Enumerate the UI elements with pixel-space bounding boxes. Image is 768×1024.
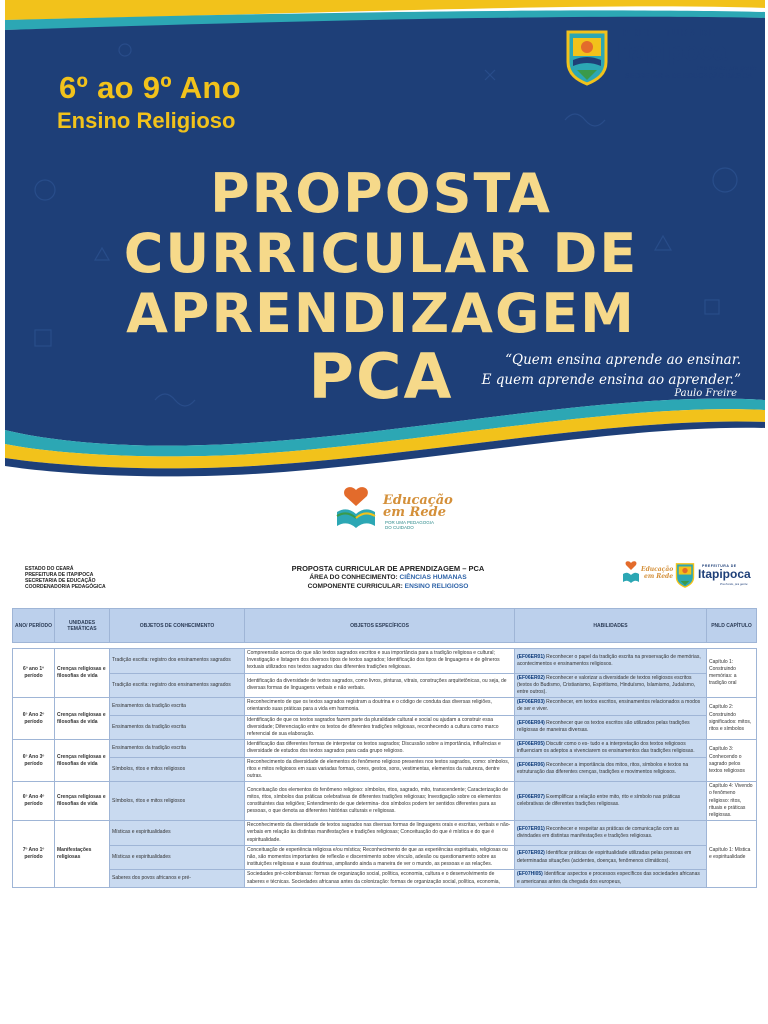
doc-prefeitura-label: PREFEITURA DE xyxy=(702,564,737,568)
quote-line-2: E quem aprende ensina ao aprender.” xyxy=(481,372,741,388)
chapter-cell: Capítulo 1: Construindo memórias: a tradição oral xyxy=(707,649,757,698)
habilidade-code: (EF06ER06) xyxy=(517,762,545,769)
habilidade-text: Reconhecer o papel da tradição escrita na preservação de memórias, acontecimentos e ensinamentos religiosos. xyxy=(517,653,701,667)
cover-grade: 6º ao 9º Ano xyxy=(59,70,241,105)
cover-title-line-3: APRENDIZAGEM xyxy=(126,282,636,345)
chapter-cell: Capítulo 1: Mística e espiritualidade xyxy=(707,821,757,888)
table-row xyxy=(13,673,757,698)
objeto-cell: Símbolos, ritos e mitos religiosos xyxy=(110,757,245,782)
year-cell: 6º Ano 3º período xyxy=(13,740,55,782)
habilidade-code: (EF07ER02) xyxy=(517,850,545,857)
objeto-cell: Místicas e espiritualidades xyxy=(110,821,245,846)
unit-cell: Crenças religiosas e filosofias de vida xyxy=(55,698,110,740)
habilidade-code: (EF06ER02) xyxy=(517,674,545,681)
habilidade-code: (EF06ER03) xyxy=(517,699,545,706)
habilidade-cell xyxy=(515,870,707,887)
objeto-cell: Ensinamentos da tradição escrita xyxy=(110,715,245,740)
city-name: Itapipoca xyxy=(617,36,727,66)
habilidade-code: (EF06ER07) xyxy=(517,794,545,801)
doc-area xyxy=(258,573,518,582)
edu-title xyxy=(383,495,453,519)
table-row xyxy=(13,845,757,870)
col-header-pnld: PNLD CAPÍTULO xyxy=(707,609,757,643)
habilidade-code: (EF06ER01) xyxy=(517,653,545,660)
objeto-cell: Ensinamentos da tradição escrita xyxy=(110,740,245,757)
table-row xyxy=(13,698,757,715)
chapter-cell: Capítulo 4: Vivendo o fenômeno religioso: ritos, rituais e práticas religiosas. xyxy=(707,782,757,821)
col-header-unit: UNIDADES TEMÁTICAS xyxy=(55,609,110,643)
habilidade-text: Identificar práticas de espiritualidade utilizadas pelas pessoas em determinadas situações (acidentes, doenças, fenômenos climáticos). xyxy=(517,850,692,864)
habilidade-cell xyxy=(515,715,707,740)
habilidade-cell xyxy=(515,757,707,782)
cover-title-line-2: CURRICULAR DE xyxy=(123,222,639,285)
doc-header-center xyxy=(258,564,518,591)
secretaria-label: SECRETARIA DE EDUCAÇÃO BÁSICA xyxy=(625,73,753,80)
col-header-especificos: OBJETOS ESPECÍFICOS xyxy=(245,609,515,643)
unit-cell: Crenças religiosas e filosofias de vida xyxy=(55,649,110,698)
habilidade-code: (EF07ER01) xyxy=(517,825,545,832)
educacao-em-rede-small-logo-icon xyxy=(622,560,674,586)
especificos-cell: Compreensão acerca do que são textos sagrados escritos e sua importância para a tradição religiosa e cultural; Investigação e listagem dos diversos tipos de textos sagrados; Identificação dos tipos de linguagens e de gêneros textuais utilizados nos textos sagrados das diferentes tradições religiosas. xyxy=(245,649,515,674)
doc-city-crest-icon xyxy=(674,562,696,588)
curriculum-table xyxy=(12,608,757,888)
habilidade-cell xyxy=(515,740,707,757)
doc-city-name: Itapipoca xyxy=(698,567,751,581)
objeto-cell: Saberes dos povos africanos e pré- xyxy=(110,870,245,887)
unit-cell: Crenças religiosas e filosofias de vida xyxy=(55,782,110,821)
component-label: COMPONENTE CURRICULAR: xyxy=(307,583,403,590)
especificos-cell: Conceituação dos elementos do fenômeno religioso: símbolos, ritos, sagrado, mito, transcendente; Caracterização de mitos, ritos, símbolos das práticas celebrativas de diferentes tradições religiosas; Investigação sobre os elementos constituintes das religiões; Entendimento de que determina- dos símbolos podem ter sentidos diferentes para as pessoas, o que denota as diferentes histórias culturais e religiosas. xyxy=(245,782,515,821)
habilidade-text: Reconhecer e valorizar a diversidade de textos religiosos escritos (textos do Budismo, Cristianismo, Espiritismo, Hinduísmo, Islamismo, Judaísmo, entre outros). xyxy=(517,674,696,696)
table-row xyxy=(13,870,757,887)
prefeitura-label: PREFEITURA DE xyxy=(623,28,717,39)
component-value: ENSINO RELIGIOSO xyxy=(404,583,469,590)
city-crest-icon xyxy=(565,28,609,86)
area-label: ÁREA DO CONHECIMENTO: xyxy=(309,574,398,581)
unit-cell: Crenças religiosas e filosofias de vida xyxy=(55,740,110,782)
table-row xyxy=(13,757,757,782)
header-left-line-3: SECRETARIA DE EDUCAÇÃO xyxy=(25,578,96,584)
col-header-objeto: OBJETOS DE CONHECIMENTO xyxy=(110,609,245,643)
edu-title-line-2: em Rede xyxy=(383,505,446,520)
doc-city-slogan: Pra frente, pra gente xyxy=(720,582,748,586)
edu-subtitle xyxy=(385,520,434,530)
chapter-cell: Capítulo 2: Construindo significados: mitos, ritos e símbolos xyxy=(707,698,757,740)
cover-quote xyxy=(471,350,741,390)
especificos-cell: Reconhecimento da diversidade de elementos do fenômeno religioso presentes nos textos sagrados, como: símbolos, ritos e mitos religiosos em suas variadas formas, cores, gestos, sons, vestimentas, elementos da natureza, dentre outras. xyxy=(245,757,515,782)
edu-sub-line-2: DO CUIDADO xyxy=(385,525,414,530)
habilidade-text: Exemplificar a relação entre mito, rito e símbolo nas práticas celebrativas de diferentes tradições religiosas. xyxy=(517,794,681,808)
table-row xyxy=(13,821,757,846)
habilidade-text: Reconhecer que os textos escritos são utilizados pelas tradições religiosas de maneiras diversas. xyxy=(517,720,690,734)
header-left-line-1: ESTADO DO CEARÁ xyxy=(25,566,74,572)
objeto-cell: Símbolos, ritos e mitos religiosos xyxy=(110,782,245,821)
objeto-cell: Tradição escrita: registro dos ensinamentos sagrados xyxy=(110,649,245,674)
cover-title-line-4: PCA xyxy=(308,340,454,413)
area-value: CIÊNCIAS HUMANAS xyxy=(399,574,467,581)
year-cell: 7º Ano 1º período xyxy=(13,821,55,888)
table-body xyxy=(13,643,757,888)
table-row xyxy=(13,740,757,757)
habilidade-text: Reconhecer a importância dos mitos, ritos, símbolos e textos na estruturação das diferentes crenças, tradições e movimentos religiosos. xyxy=(517,762,689,776)
habilidade-cell xyxy=(515,845,707,870)
habilidade-text: Identificar aspectos e processos específicos das sociedades africanas e americanas antes da chegada dos europeus, xyxy=(517,871,700,885)
objeto-cell: Tradição escrita: registro dos ensinamentos sagrados xyxy=(110,673,245,698)
objeto-cell: Místicas e espiritualidades xyxy=(110,845,245,870)
cover-title-line-1: PROPOSTA xyxy=(210,162,552,225)
habilidade-cell xyxy=(515,821,707,846)
habilidade-text: Reconhecer e respeitar as práticas de comunicação com as divindades em distintas manifestações e tradições religiosas. xyxy=(517,825,680,840)
cover-page xyxy=(5,0,765,535)
city-slogan: Pra frente, pra gente xyxy=(697,65,757,72)
habilidade-cell xyxy=(515,782,707,821)
habilidade-code: (EF06ER04) xyxy=(517,720,545,727)
habilidade-cell xyxy=(515,649,707,674)
habilidade-code: (EF07HI05) xyxy=(517,871,543,878)
table-row xyxy=(13,649,757,674)
habilidade-code: (EF06ER05) xyxy=(517,741,545,748)
chapter-cell: Capítulo 3: Conhecendo o sagrado pelos textos religiosos xyxy=(707,740,757,782)
table-row xyxy=(13,715,757,740)
habilidade-text: Discutir como o es- tudo e a interpretação dos textos religiosos influenciam os adeptos a vivenciarem os ensinamentos das tradições religiosas. xyxy=(517,741,695,755)
doc-header-left xyxy=(25,566,106,590)
educacao-em-rede-logo-icon xyxy=(333,486,379,530)
doc-component xyxy=(258,582,518,591)
especificos-cell: Identificação da diversidade de textos sagrados, como livros, pinturas, vitrais, construções arquitetônicas, ou seja, de diversas formas de linguagens verbais e não verbais. xyxy=(245,673,515,698)
quote-line-1: “Quem ensina aprende ao ensinar. xyxy=(505,352,741,368)
especificos-cell: Reconhecimento de que os textos sagrados registram a doutrina e o código de conduta das diversas religiões, orientando suas práticas para a vida em harmonia. xyxy=(245,698,515,715)
quote-author: Paulo Freire xyxy=(674,388,737,399)
svg-text:Educação: Educação xyxy=(641,566,674,573)
especificos-cell: Identificação das diferentes formas de interpretar os textos sagrados; Discussão sobre a importância, influências e diversidade de estudos dos textos sagrados para cada grupo religioso. xyxy=(245,740,515,757)
svg-text:em Rede: em Rede xyxy=(644,573,674,580)
table-row xyxy=(13,782,757,821)
header-left-line-4: COORDENADORIA PEDAGÓGICA xyxy=(25,584,106,590)
col-header-habilidades: HABILIDADES xyxy=(515,609,707,643)
edu-sub-line-1: POR UMA PEDAGOGIA xyxy=(385,520,435,525)
col-header-year: ANO/ PERÍODO xyxy=(13,609,55,643)
objeto-cell: Ensinamentos da tradição escrita xyxy=(110,698,245,715)
especificos-cell: Sociedades pré-colombianas: formas de organização social, política, economia, cultura e o desenvolvimento de saberes e técnicas. Sociedades africanas antes da colonização: formas de organização social, política, economia, xyxy=(245,870,515,887)
doc-title: PROPOSTA CURRICULAR DE APRENDIZAGEM – PCA xyxy=(291,564,485,573)
header-left-line-2: PREFEITURA DE ITAPIPOCA xyxy=(25,572,94,578)
habilidade-cell xyxy=(515,673,707,698)
cover-subject: Ensino Religioso xyxy=(57,108,236,133)
edu-title-line-1: Educação xyxy=(383,493,453,508)
curriculum-page xyxy=(8,548,760,1024)
year-cell: 6º ano 1º período xyxy=(13,649,55,698)
especificos-cell: Identificação de que os textos sagrados fazem parte da pluralidade cultural e social ou ajudam a construir essa diversidade; Diferenciação entre os textos de diferentes tradições religiosas, reconhecendo a cultura como marco referencial de sua elaboração. xyxy=(245,715,515,740)
year-cell: 6º Ano 4º período xyxy=(13,782,55,821)
habilidade-cell xyxy=(515,698,707,715)
especificos-cell: Conceituação de experiência religiosa e/ou mística; Reconhecimento de que as experiências espirituais, religiosas ou não, são momentos importantes de reflexão e discernimento sobre vínculo, adesão ou questionamento sobre as instituições religiosas e suas doutrinas, ampliando ainda a maneira de ver o mundo, as pessoas e as relações. xyxy=(245,845,515,870)
year-cell: 6º Ano 2º período xyxy=(13,698,55,740)
unit-cell: Manifestações religiosas xyxy=(55,821,110,888)
habilidade-text: Reconhecer, em textos escritos, ensinamentos relacionados a modos de ser e viver. xyxy=(517,699,701,713)
table-header xyxy=(13,609,757,643)
especificos-cell: Reconhecimento da diversidade de textos sagrados nas diversas formas de linguagens orais e escritas, verbais e não-verbais em relação às distintas manifestações e tradições religiosas; Conceituação do que é mística e do que é espiritualidade. xyxy=(245,821,515,846)
